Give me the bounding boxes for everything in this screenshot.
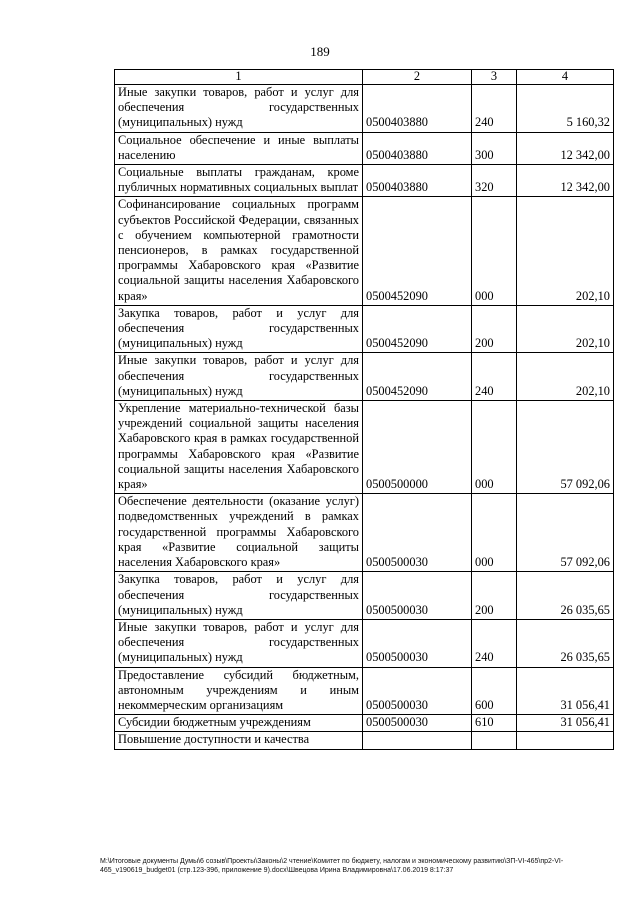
name-cell: Закупка товаров, работ и услуг для обеспечения государственных (муниципальных) нужд [115,572,363,620]
type-cell: 240 [472,619,517,667]
name-cell: Софинансирование социальных программ субъектов Российской Федерации, связанных с обучением компьютерной грамотности пенсионеров, в рамках государственной программы Хабаровского края «Развитие социальной защиты населения Хабаровского края» [115,197,363,305]
code-cell: 0500403880 [363,132,472,164]
code-cell: 0500452090 [363,305,472,353]
amount-cell: 202,10 [517,197,614,305]
table-row [115,305,614,353]
type-cell: 600 [472,667,517,715]
table-row [115,494,614,572]
type-cell: 610 [472,715,517,732]
amount-cell: 57 092,06 [517,494,614,572]
type-cell: 000 [472,197,517,305]
name-cell: Обеспечение деятельности (оказание услуг) подведомственных учреждений в рамках государственной программы Хабаровского края «Развитие социальной защиты населения Хабаровского края» [115,494,363,572]
amount-cell: 26 035,65 [517,619,614,667]
name-cell: Иные закупки товаров, работ и услуг для обеспечения государственных (муниципальных) нужд [115,619,363,667]
table-row [115,572,614,620]
code-cell: 0500500030 [363,619,472,667]
code-cell: 0500403880 [363,85,472,133]
header-cell: 4 [517,70,614,85]
type-cell: 320 [472,165,517,197]
table-row [115,619,614,667]
table-row [115,132,614,164]
amount-cell: 202,10 [517,353,614,401]
type-cell: 000 [472,494,517,572]
amount-cell: 57 092,06 [517,401,614,494]
table-header-row [115,70,614,85]
table-row [115,165,614,197]
amount-cell: 12 342,00 [517,165,614,197]
table-row [115,667,614,715]
type-cell: 240 [472,353,517,401]
type-cell: 240 [472,85,517,133]
budget-table [114,69,614,750]
name-cell: Субсидии бюджетным учреждениям [115,715,363,732]
type-cell [472,732,517,749]
name-cell: Социальные выплаты гражданам, кроме публичных нормативных социальных выплат [115,165,363,197]
name-cell: Закупка товаров, работ и услуг для обеспечения государственных (муниципальных) нужд [115,305,363,353]
page-number: 189 [310,44,330,59]
name-cell: Иные закупки товаров, работ и услуг для обеспечения государственных (муниципальных) нужд [115,353,363,401]
amount-cell: 5 160,32 [517,85,614,133]
type-cell: 000 [472,401,517,494]
table-row [115,197,614,305]
amount-cell: 26 035,65 [517,572,614,620]
code-cell: 0500403880 [363,165,472,197]
name-cell: Укрепление материально-технической базы учреждений социальной защиты населения Хабаровского края в рамках государственной программы Хабаровского края «Развитие социальной защиты населения Хабаровского края» [115,401,363,494]
header-cell: 1 [115,70,363,85]
table-row [115,715,614,732]
code-cell: 0500500000 [363,401,472,494]
name-cell: Повышение доступности и качества [115,732,363,749]
amount-cell: 31 056,41 [517,667,614,715]
table-row [115,353,614,401]
code-cell [363,732,472,749]
header-cell: 3 [472,70,517,85]
header-cell: 2 [363,70,472,85]
type-cell: 300 [472,132,517,164]
code-cell: 0500452090 [363,197,472,305]
type-cell: 200 [472,572,517,620]
amount-cell: 12 342,00 [517,132,614,164]
table-row [115,85,614,133]
table-row [115,732,614,749]
code-cell: 0500500030 [363,715,472,732]
amount-cell: 202,10 [517,305,614,353]
type-cell: 200 [472,305,517,353]
amount-cell: 31 056,41 [517,715,614,732]
file-path-footer: M:\Итоговые документы Думы\6 созыв\Проекты\Законы\2 чтение\Комитет по бюджету, налогам и экономическому развитию\ЗП-VI-465\пр2-VI-465_v190619_budget01 (стр.123-396, приложение 9).docx\Швецова Ирина Владимировна\17.06.2019 8:17:37 [100,858,564,874]
amount-cell [517,732,614,749]
name-cell: Предоставление субсидий бюджетным, автономным учреждениям и иным некоммерческим организациям [115,667,363,715]
code-cell: 0500500030 [363,667,472,715]
code-cell: 0500500030 [363,572,472,620]
name-cell: Социальное обеспечение и иные выплаты населению [115,132,363,164]
name-cell: Иные закупки товаров, работ и услуг для обеспечения государственных (муниципальных) нужд [115,85,363,133]
code-cell: 0500452090 [363,353,472,401]
table-row [115,401,614,494]
code-cell: 0500500030 [363,494,472,572]
